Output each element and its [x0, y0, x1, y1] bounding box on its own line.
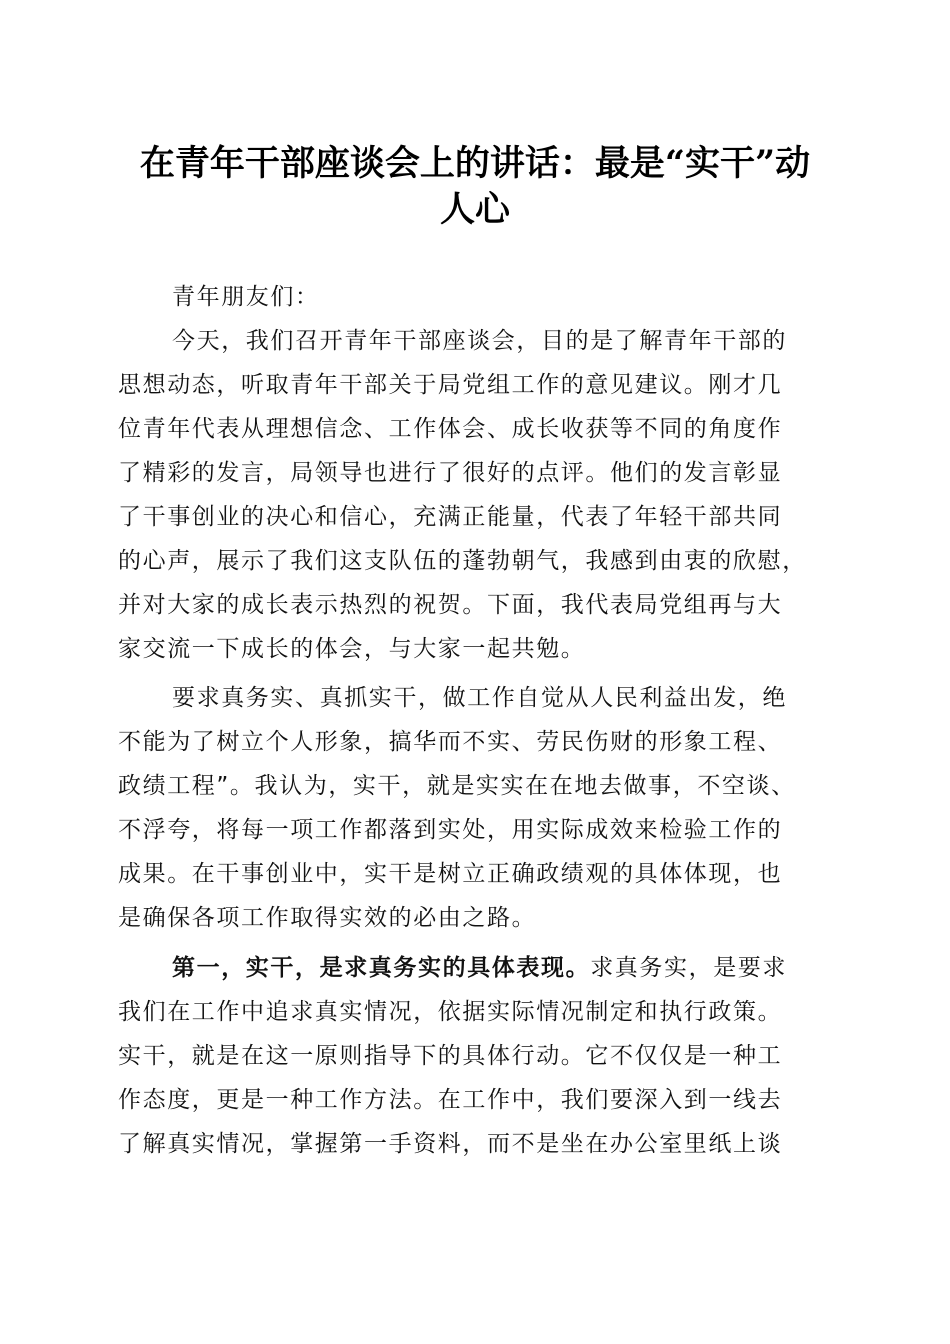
paragraph-2-line: 是确保各项工作取得实效的必由之路。: [118, 905, 537, 931]
paragraph-3-line: 了解真实情况，掌握第一手资料，而不是坐在办公室里纸上谈: [118, 1131, 783, 1157]
paragraph-3-first-line: [172, 953, 838, 983]
paragraph-1-line: 家交流一下成长的体会，与大家一起共勉。: [118, 636, 586, 662]
document-title-line-2: 人心: [439, 189, 510, 230]
paragraph-1-line: 了精彩的发言，局领导也进行了很好的点评。他们的发言彰显: [118, 460, 783, 486]
paragraph-3-line: 作态度，更是一种工作方法。在工作中，我们要深入到一线去: [118, 1087, 783, 1113]
paragraph-1-line: 位青年代表从理想信念、工作体会、成长收获等不同的角度作: [118, 416, 783, 442]
paragraph-2-line: 要求真务实、真抓实干，做工作自觉从人民利益出发，绝: [172, 685, 787, 711]
paragraph-1-line: 思想动态，听取青年干部关于局党组工作的意见建议。刚才几: [118, 372, 783, 398]
paragraph-2-line: 政绩工程”。我认为，实干，就是实实在在地去做事，不空谈、: [118, 773, 796, 799]
paragraph-2-line: 不能为了树立个人形象，搞华而不实、劳民伤财的形象工程、: [118, 729, 783, 755]
paragraph-3-line: 我们在工作中追求真实情况，依据实际情况制定和执行政策。: [118, 999, 783, 1025]
paragraph-3-first-rest: 求真务实，是要求: [590, 955, 788, 981]
paragraph-1-line: 了干事创业的决心和信心，充满正能量，代表了年轻干部共同: [118, 504, 783, 530]
paragraph-3-line: 实干，就是在这一原则指导下的具体行动。它不仅仅是一种工: [118, 1043, 783, 1069]
paragraph-3-heading: 第一，实干，是求真务实的具体表现。: [172, 955, 591, 981]
paragraph-1-line: 的心声，展示了我们这支队伍的蓬勃朝气，我感到由衷的欣慰，: [118, 548, 807, 574]
document-title-line-1: 在青年干部座谈会上的讲话：最是“实干”动: [139, 143, 811, 184]
paragraph-1-line: 今天，我们召开青年干部座谈会，目的是了解青年干部的: [172, 328, 787, 354]
paragraph-1-line: 并对大家的成长表示热烈的祝贺。下面，我代表局党组再与大: [118, 592, 783, 618]
salutation: 青年朋友们：: [172, 284, 320, 310]
paragraph-2-line: 不浮夸，将每一项工作都落到实处，用实际成效来检验工作的: [118, 817, 783, 843]
paragraph-2-line: 成果。在干事创业中，实干是树立正确政绩观的具体体现，也: [118, 861, 783, 887]
